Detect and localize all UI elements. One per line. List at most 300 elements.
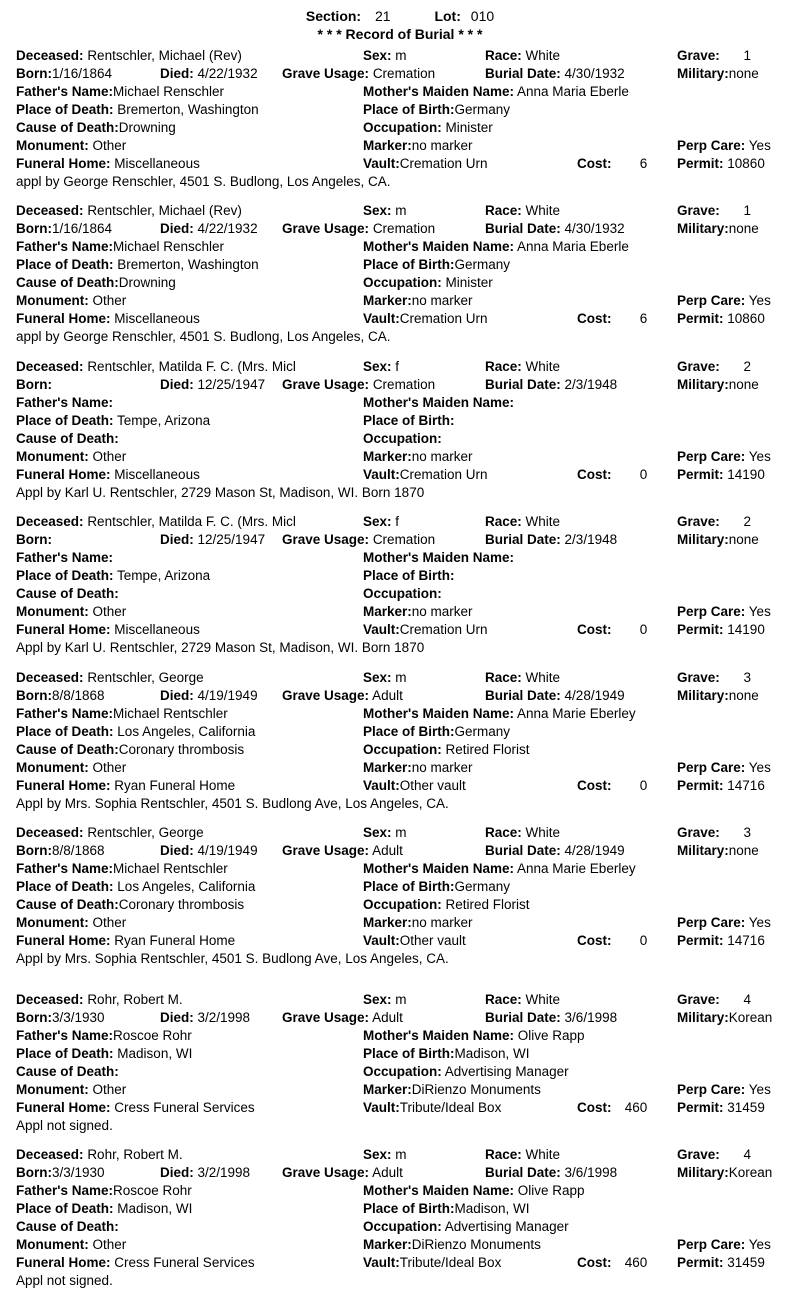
monument-field: Monument: Other — [16, 760, 127, 775]
vault-field: Vault:Tribute/Ideal Box — [363, 1255, 502, 1270]
field-value: Yes — [748, 760, 771, 775]
field-value: Madison, WI — [117, 1201, 193, 1216]
field-value: Appl not signed. — [16, 1118, 113, 1133]
field-value: Cremation Urn — [399, 311, 488, 326]
perp-care-field: Perp Care: Yes — [677, 1082, 771, 1097]
field-value: Cremation Urn — [399, 622, 488, 637]
field-value: no marker — [411, 293, 473, 308]
place-of-death-field: Place of Death: Los Angeles, California — [16, 879, 256, 894]
field-value: White — [525, 670, 561, 685]
sex-field: Sex: f — [363, 359, 400, 374]
sex-field: Sex: m — [363, 670, 407, 685]
field-value: Other — [92, 915, 127, 930]
field-value: Bremerton, Washington — [117, 257, 259, 272]
section-value: 21 — [374, 8, 391, 24]
burial-record — [0, 513, 800, 673]
father-field: Father's Name: — [16, 395, 113, 410]
grave-usage-field: Grave Usage: Cremation — [282, 66, 436, 81]
field-value: 3/2/1998 — [197, 1010, 251, 1025]
field-value: Los Angeles, California — [117, 879, 256, 894]
died-field: Died: 3/2/1998 — [160, 1010, 251, 1025]
cause-of-death-field: Cause of Death:Coronary thrombosis — [16, 742, 245, 757]
field-value: Yes — [748, 293, 771, 308]
field-value: Yes — [748, 915, 771, 930]
field-value: Adult — [372, 1165, 403, 1180]
field-value: m — [395, 670, 407, 685]
field-value: 4 — [743, 1147, 752, 1162]
perp-care-field: Perp Care: Yes — [677, 604, 771, 619]
occupation-field: Occupation: Retired Florist — [363, 897, 530, 912]
field-value: Cremation — [372, 221, 436, 236]
father-field: Father's Name:Michael Renschler — [16, 84, 225, 99]
place-of-death-field: Place of Death: Madison, WI — [16, 1046, 193, 1061]
place-of-birth-field: Place of Birth:Madison, WI — [363, 1046, 530, 1061]
lot-label: Lot: — [434, 8, 461, 24]
field-value: 2 — [743, 514, 752, 529]
field-value: 2/3/1948 — [564, 532, 618, 547]
field-value: Roscoe Rohr — [113, 1028, 192, 1043]
sex-field: Sex: m — [363, 1147, 407, 1162]
field-value: 0 — [639, 933, 648, 948]
burial-record — [0, 1146, 800, 1306]
section-label: Section: — [305, 8, 362, 24]
cost-field: Cost: 0 — [577, 622, 648, 637]
monument-field: Monument: Other — [16, 449, 127, 464]
deceased-field: Deceased: Rentschler, Michael (Rev) — [16, 203, 242, 218]
mother-field: Mother's Maiden Name: — [363, 550, 514, 565]
died-field: Died: 4/19/1949 — [160, 688, 258, 703]
place-of-death-field: Place of Death: Los Angeles, California — [16, 724, 256, 739]
permit-field: Permit: 10860 — [677, 311, 765, 326]
field-value: Appl by Karl U. Rentschler, 2729 Mason St, Madison, WI. Born 1870 — [16, 640, 425, 655]
military-field: Military:none — [677, 66, 759, 81]
died-field: Died: 12/25/1947 — [160, 377, 266, 392]
field-value: 14190 — [727, 622, 765, 637]
born-field: Born:3/3/1930 — [16, 1010, 105, 1025]
field-value: 4/30/1932 — [564, 221, 625, 236]
cost-field: Cost: 460 — [577, 1255, 648, 1270]
race-field: Race: White — [485, 670, 561, 685]
field-value: Roscoe Rohr — [113, 1183, 192, 1198]
marker-field: Marker:no marker — [363, 293, 473, 308]
application-note — [16, 173, 391, 191]
field-value: Miscellaneous — [114, 467, 200, 482]
grave-usage-field: Grave Usage: Adult — [282, 688, 403, 703]
field-value: Anna Marie Eberley — [517, 861, 636, 876]
field-value: Cremation — [372, 532, 436, 547]
field-value: Michael Rentschler — [113, 706, 228, 721]
field-value: Coronary thrombosis — [118, 742, 245, 757]
occupation-field: Occupation: Advertising Manager — [363, 1219, 569, 1234]
died-field: Died: 4/22/1932 — [160, 221, 258, 236]
died-field: Died: 4/19/1949 — [160, 843, 258, 858]
burial-record — [0, 202, 800, 362]
field-value: White — [525, 359, 561, 374]
field-value: Yes — [748, 138, 771, 153]
field-value: Miscellaneous — [114, 156, 200, 171]
burial-record — [0, 47, 800, 207]
burial-record — [0, 824, 800, 984]
funeral-home-field: Funeral Home: Cress Funeral Services — [16, 1255, 255, 1270]
monument-field: Monument: Other — [16, 1237, 127, 1252]
cost-field: Cost: 6 — [577, 311, 648, 326]
field-value: 0 — [639, 467, 648, 482]
field-value: Retired Florist — [445, 897, 530, 912]
occupation-field: Occupation: Retired Florist — [363, 742, 530, 757]
field-value: Korean — [728, 1165, 773, 1180]
father-field: Father's Name:Roscoe Rohr — [16, 1183, 192, 1198]
burial-date-field: Burial Date: 4/28/1949 — [485, 688, 625, 703]
funeral-home-field: Funeral Home: Ryan Funeral Home — [16, 778, 236, 793]
field-value: 10860 — [727, 156, 765, 171]
military-field: Military:none — [677, 843, 759, 858]
cost-field: Cost: 0 — [577, 933, 648, 948]
field-value: Miscellaneous — [114, 311, 200, 326]
field-value: White — [525, 1147, 561, 1162]
field-value: 3/2/1998 — [197, 1165, 251, 1180]
monument-field: Monument: Other — [16, 293, 127, 308]
field-value: Olive Rapp — [517, 1183, 585, 1198]
perp-care-field: Perp Care: Yes — [677, 760, 771, 775]
mother-field: Mother's Maiden Name: Olive Rapp — [363, 1183, 585, 1198]
field-value: 4/19/1949 — [197, 843, 258, 858]
field-value: Appl by Mrs. Sophia Rentschler, 4501 S. Budlong Ave, Los Angeles, CA. — [16, 796, 449, 811]
monument-field: Monument: Other — [16, 1082, 127, 1097]
field-value: no marker — [411, 915, 473, 930]
cause-of-death-field: Cause of Death:Coronary thrombosis — [16, 897, 245, 912]
place-of-birth-field: Place of Birth: — [363, 413, 455, 428]
mother-field: Mother's Maiden Name: Anna Marie Eberley — [363, 706, 636, 721]
military-field: Military:none — [677, 688, 759, 703]
monument-field: Monument: Other — [16, 915, 127, 930]
field-value: White — [525, 514, 561, 529]
field-value: Yes — [748, 604, 771, 619]
monument-field: Monument: Other — [16, 138, 127, 153]
field-value: Appl by Mrs. Sophia Rentschler, 4501 S. Budlong Ave, Los Angeles, CA. — [16, 951, 449, 966]
field-value: 1/16/1864 — [52, 221, 113, 236]
field-value: Anna Maria Eberle — [517, 239, 629, 254]
mother-field: Mother's Maiden Name: — [363, 395, 514, 410]
grave-usage-field: Grave Usage: Adult — [282, 1010, 403, 1025]
cause-of-death-field: Cause of Death:Drowning — [16, 275, 176, 290]
field-value: 4/22/1932 — [197, 221, 258, 236]
place-of-death-field: Place of Death: Tempe, Arizona — [16, 413, 211, 428]
field-value: Miscellaneous — [114, 622, 200, 637]
funeral-home-field: Funeral Home: Miscellaneous — [16, 467, 200, 482]
burial-date-field: Burial Date: 2/3/1948 — [485, 377, 618, 392]
marker-field: Marker:DiRienzo Monuments — [363, 1082, 541, 1097]
field-value: 3/6/1998 — [564, 1165, 618, 1180]
field-value: none — [728, 688, 759, 703]
vault-field: Vault:Cremation Urn — [363, 467, 488, 482]
field-value: no marker — [411, 604, 473, 619]
field-value: DiRienzo Monuments — [411, 1237, 541, 1252]
place-of-death-field: Place of Death: Madison, WI — [16, 1201, 193, 1216]
funeral-home-field: Funeral Home: Miscellaneous — [16, 311, 200, 326]
field-value: 0 — [639, 778, 648, 793]
grave-usage-field: Grave Usage: Cremation — [282, 377, 436, 392]
perp-care-field: Perp Care: Yes — [677, 449, 771, 464]
race-field: Race: White — [485, 992, 561, 1007]
field-value: Other — [92, 604, 127, 619]
place-of-birth-field: Place of Birth:Germany — [363, 257, 511, 272]
permit-field: Permit: 10860 — [677, 156, 765, 171]
field-value: Germany — [454, 102, 511, 117]
died-field: Died: 3/2/1998 — [160, 1165, 251, 1180]
field-value: Yes — [748, 1082, 771, 1097]
field-value: Madison, WI — [454, 1201, 530, 1216]
cause-of-death-field: Cause of Death: — [16, 431, 119, 446]
place-of-birth-field: Place of Birth:Germany — [363, 724, 511, 739]
grave-usage-field: Grave Usage: Cremation — [282, 221, 436, 236]
field-value: 1/16/1864 — [52, 66, 113, 81]
marker-field: Marker:DiRienzo Monuments — [363, 1237, 541, 1252]
field-value: m — [395, 1147, 407, 1162]
permit-field: Permit: 14716 — [677, 933, 765, 948]
grave-field: Grave: 2 — [677, 514, 752, 529]
field-value: Yes — [748, 1237, 771, 1252]
field-value: Advertising Manager — [444, 1064, 569, 1079]
field-value: Cress Funeral Services — [114, 1255, 255, 1270]
occupation-field: Occupation: Advertising Manager — [363, 1064, 569, 1079]
died-field: Died: 4/22/1932 — [160, 66, 258, 81]
application-note — [16, 639, 424, 657]
military-field: Military:none — [677, 221, 759, 236]
field-value: 2/3/1948 — [564, 377, 618, 392]
died-field: Died: 12/25/1947 — [160, 532, 266, 547]
field-value: 31459 — [727, 1100, 765, 1115]
funeral-home-field: Funeral Home: Ryan Funeral Home — [16, 933, 236, 948]
field-value: 1 — [743, 48, 752, 63]
born-field: Born:8/8/1868 — [16, 843, 105, 858]
permit-field: Permit: 31459 — [677, 1255, 765, 1270]
sex-field: Sex: m — [363, 825, 407, 840]
place-of-birth-field: Place of Birth:Madison, WI — [363, 1201, 530, 1216]
field-value: none — [728, 843, 759, 858]
cost-field: Cost: 0 — [577, 467, 648, 482]
field-value: Drowning — [118, 275, 176, 290]
grave-field: Grave: 4 — [677, 1147, 752, 1162]
field-value: f — [395, 359, 400, 374]
field-value: 3 — [743, 670, 752, 685]
field-value: 3/3/1930 — [52, 1165, 105, 1180]
burial-date-field: Burial Date: 3/6/1998 — [485, 1165, 618, 1180]
field-value: Other — [92, 293, 127, 308]
field-value: 2 — [743, 359, 752, 374]
born-field: Born: — [16, 532, 52, 547]
grave-field: Grave: 4 — [677, 992, 752, 1007]
field-value: Adult — [372, 1010, 403, 1025]
field-value: 8/8/1868 — [52, 843, 105, 858]
field-value: Retired Florist — [445, 742, 530, 757]
field-value: 14190 — [727, 467, 765, 482]
field-value: none — [728, 532, 759, 547]
grave-field: Grave: 3 — [677, 825, 752, 840]
funeral-home-field: Funeral Home: Cress Funeral Services — [16, 1100, 255, 1115]
place-of-death-field: Place of Death: Bremerton, Washington — [16, 257, 259, 272]
father-field: Father's Name:Michael Rentschler — [16, 861, 228, 876]
grave-field: Grave: 1 — [677, 203, 752, 218]
field-value: none — [728, 377, 759, 392]
application-note — [16, 795, 449, 813]
field-value: Michael Renschler — [113, 84, 225, 99]
occupation-field: Occupation: — [363, 586, 442, 601]
burial-date-field: Burial Date: 4/30/1932 — [485, 66, 625, 81]
grave-usage-field: Grave Usage: Adult — [282, 1165, 403, 1180]
grave-field: Grave: 3 — [677, 670, 752, 685]
field-value: m — [395, 992, 407, 1007]
vault-field: Vault:Cremation Urn — [363, 156, 488, 171]
field-value: Cremation Urn — [399, 467, 488, 482]
sex-field: Sex: m — [363, 48, 407, 63]
field-value: m — [395, 203, 407, 218]
place-of-birth-field: Place of Birth:Germany — [363, 879, 511, 894]
cost-field: Cost: 0 — [577, 778, 648, 793]
deceased-field: Deceased: Rentschler, Michael (Rev) — [16, 48, 242, 63]
funeral-home-field: Funeral Home: Miscellaneous — [16, 622, 200, 637]
father-field: Father's Name: — [16, 550, 113, 565]
field-value: Cremation Urn — [399, 156, 488, 171]
marker-field: Marker:no marker — [363, 604, 473, 619]
deceased-field: Deceased: Rentschler, George — [16, 670, 204, 685]
field-value: DiRienzo Monuments — [411, 1082, 541, 1097]
born-field: Born:8/8/1868 — [16, 688, 105, 703]
field-value: 14716 — [727, 933, 765, 948]
burial-record — [0, 991, 800, 1151]
marker-field: Marker:no marker — [363, 915, 473, 930]
mother-field: Mother's Maiden Name: Anna Maria Eberle — [363, 239, 629, 254]
field-value: Other vault — [399, 778, 466, 793]
field-value: 460 — [624, 1100, 648, 1115]
field-value: none — [728, 221, 759, 236]
field-value: 10860 — [727, 311, 765, 326]
field-value: Other — [92, 138, 127, 153]
field-value: f — [395, 514, 400, 529]
cause-of-death-field: Cause of Death: — [16, 586, 119, 601]
place-of-death-field: Place of Death: Tempe, Arizona — [16, 568, 211, 583]
application-note — [16, 1117, 113, 1135]
perp-care-field: Perp Care: Yes — [677, 1237, 771, 1252]
field-value: m — [395, 825, 407, 840]
field-value: 31459 — [727, 1255, 765, 1270]
field-value: Cress Funeral Services — [114, 1100, 255, 1115]
field-value: Germany — [454, 724, 511, 739]
field-value: no marker — [411, 449, 473, 464]
field-value: Rentschler, Michael (Rev) — [87, 48, 242, 63]
vault-field: Vault:Cremation Urn — [363, 622, 488, 637]
field-value: Michael Renschler — [113, 239, 225, 254]
field-value: 4/28/1949 — [564, 688, 625, 703]
grave-field: Grave: 1 — [677, 48, 752, 63]
deceased-field: Deceased: Rentschler, Matilda F. C. (Mrs. Micl — [16, 359, 296, 374]
field-value: Anna Maria Eberle — [517, 84, 629, 99]
field-value: 4 — [743, 992, 752, 1007]
application-note — [16, 1272, 113, 1290]
race-field: Race: White — [485, 1147, 561, 1162]
burial-record — [0, 669, 800, 829]
field-value: 14716 — [727, 778, 765, 793]
field-value: White — [525, 203, 561, 218]
military-field: Military:none — [677, 377, 759, 392]
born-field: Born:3/3/1930 — [16, 1165, 105, 1180]
application-note — [16, 328, 391, 346]
occupation-field: Occupation: Minister — [363, 120, 493, 135]
field-value: Rentschler, George — [87, 670, 204, 685]
field-value: Anna Marie Eberley — [517, 706, 636, 721]
field-value: 3/6/1998 — [564, 1010, 618, 1025]
cause-of-death-field: Cause of Death: — [16, 1064, 119, 1079]
military-field: Military:Korean — [677, 1010, 773, 1025]
cost-field: Cost: 6 — [577, 156, 648, 171]
occupation-field: Occupation: Minister — [363, 275, 493, 290]
permit-field: Permit: 14190 — [677, 622, 765, 637]
funeral-home-field: Funeral Home: Miscellaneous — [16, 156, 200, 171]
deceased-field: Deceased: Rohr, Robert M. — [16, 992, 183, 1007]
field-value: White — [525, 992, 561, 1007]
field-value: Minister — [445, 120, 493, 135]
burial-date-field: Burial Date: 3/6/1998 — [485, 1010, 618, 1025]
burial-date-field: Burial Date: 4/30/1932 — [485, 221, 625, 236]
military-field: Military:Korean — [677, 1165, 773, 1180]
field-value: Other — [92, 449, 127, 464]
field-value: Other — [92, 760, 127, 775]
field-value: Michael Rentschler — [113, 861, 228, 876]
vault-field: Vault:Cremation Urn — [363, 311, 488, 326]
permit-field: Permit: 31459 — [677, 1100, 765, 1115]
field-value: Other vault — [399, 933, 466, 948]
mother-field: Mother's Maiden Name: Olive Rapp — [363, 1028, 585, 1043]
field-value: 4/28/1949 — [564, 843, 625, 858]
deceased-field: Deceased: Rentschler, Matilda F. C. (Mrs. Micl — [16, 514, 296, 529]
field-value: Madison, WI — [454, 1046, 530, 1061]
field-value: Appl not signed. — [16, 1273, 113, 1288]
field-value: 12/25/1947 — [197, 377, 266, 392]
mother-field: Mother's Maiden Name: Anna Maria Eberle — [363, 84, 629, 99]
field-value: Bremerton, Washington — [117, 102, 259, 117]
field-value: none — [728, 66, 759, 81]
vault-field: Vault:Other vault — [363, 933, 466, 948]
cause-of-death-field: Cause of Death: — [16, 1219, 119, 1234]
field-value: no marker — [411, 138, 473, 153]
race-field: Race: White — [485, 825, 561, 840]
burial-date-field: Burial Date: 2/3/1948 — [485, 532, 618, 547]
marker-field: Marker:no marker — [363, 760, 473, 775]
field-value: 1 — [743, 203, 752, 218]
permit-field: Permit: 14716 — [677, 778, 765, 793]
field-value: 8/8/1868 — [52, 688, 105, 703]
born-field: Born:1/16/1864 — [16, 221, 113, 236]
field-value: Tribute/Ideal Box — [399, 1100, 502, 1115]
sex-field: Sex: f — [363, 514, 400, 529]
field-value: Rohr, Robert M. — [87, 992, 183, 1007]
application-note — [16, 950, 449, 968]
born-field: Born:1/16/1864 — [16, 66, 113, 81]
field-value: 6 — [639, 156, 648, 171]
field-value: White — [525, 825, 561, 840]
mother-field: Mother's Maiden Name: Anna Marie Eberley — [363, 861, 636, 876]
field-value: Yes — [748, 449, 771, 464]
vault-field: Vault:Other vault — [363, 778, 466, 793]
field-value: Cremation — [372, 66, 436, 81]
field-value: Adult — [372, 843, 403, 858]
race-field: Race: White — [485, 514, 561, 529]
race-field: Race: White — [485, 48, 561, 63]
field-value: Rentschler, George — [87, 825, 204, 840]
grave-field: Grave: 2 — [677, 359, 752, 374]
field-value: appl by George Renschler, 4501 S. Budlong, Los Angeles, CA. — [16, 174, 391, 189]
field-value: Ryan Funeral Home — [114, 933, 236, 948]
perp-care-field: Perp Care: Yes — [677, 138, 771, 153]
